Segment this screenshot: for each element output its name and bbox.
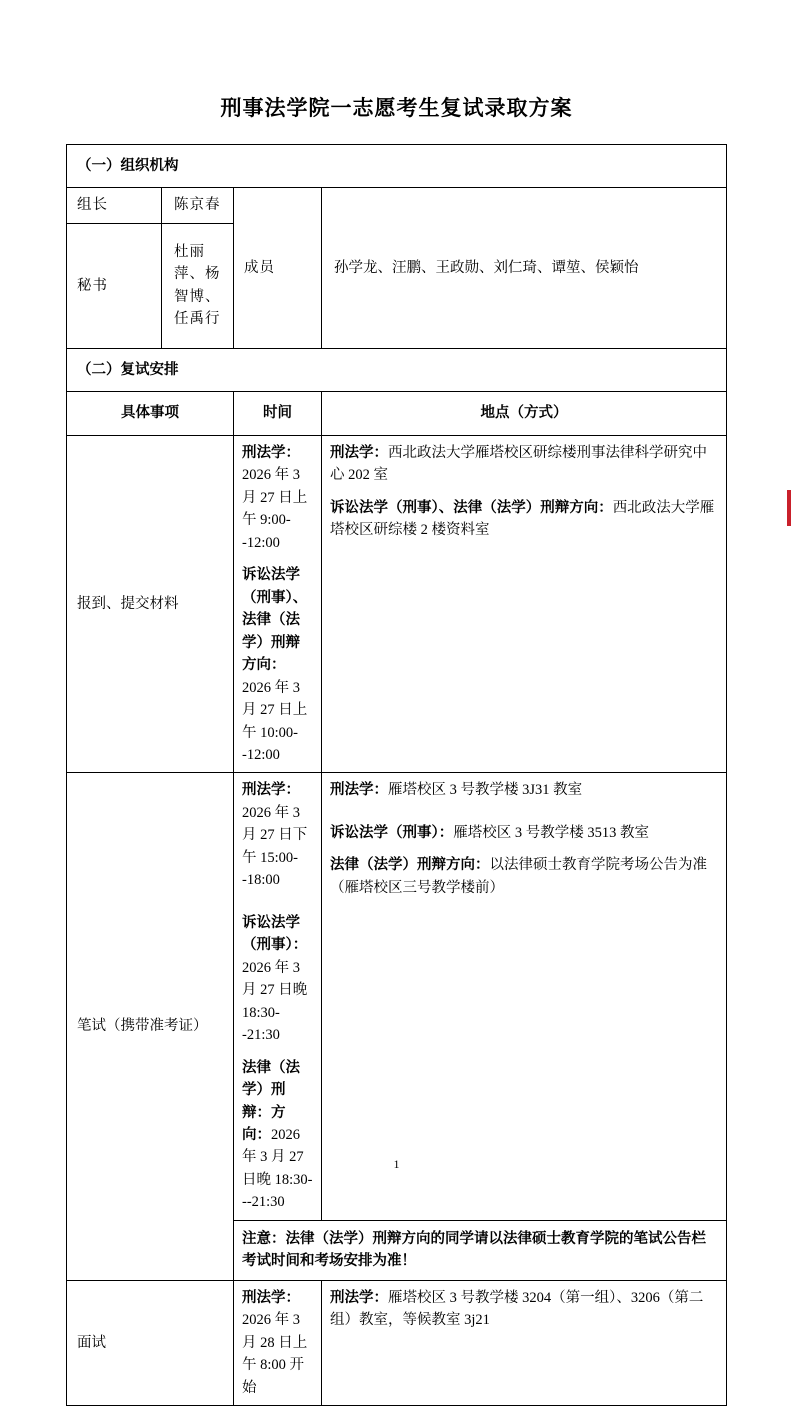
main-table — [66, 144, 727, 1406]
time-block-text: 2026 年 3 月 28 日上午 8:00 开始 — [242, 1312, 308, 1396]
schedule-item-2-place — [322, 1280, 727, 1405]
table-row — [67, 348, 727, 391]
time-block-text: 2026 年 3 月 27 日晚 18:30--21:30 — [242, 959, 308, 1044]
schedule-item-0-place — [322, 435, 727, 773]
time-block-label: 诉讼法学（刑事）、法律（法学）刑辩方向： — [242, 567, 308, 674]
place-block-text: 雁塔校区 3 号教学楼 3J31 教室 — [388, 782, 583, 799]
time-block-label: 法律（法学）刑辩：方向： — [242, 1059, 300, 1143]
schedule-item-1-place — [322, 773, 727, 1220]
place-block-label: 法律（法学）刑辩方向： — [330, 857, 490, 874]
schedule-item-1-time — [234, 773, 322, 1220]
time-block — [242, 442, 313, 554]
time-block-text: 2026 年 3 月 27 日晚 18:30---21:30 — [242, 1127, 313, 1211]
place-block-label: 诉讼法学（刑事）、法律（法学）刑辩方向： — [330, 499, 613, 516]
schedule-item-1-label: 笔试（携带准考证） — [67, 773, 234, 1280]
time-block-text: 2026 年 3 月 27 日上午 9:00--12:00 — [242, 467, 308, 551]
section-org-heading: （一）组织机构 — [67, 145, 727, 188]
section-schedule-heading: （二）复试安排 — [67, 348, 727, 391]
table-row — [67, 1280, 727, 1405]
place-block — [330, 854, 718, 899]
time-block-text: 2026 年 3 月 27 日下午 15:00--18:00 — [242, 804, 308, 889]
page-number: 1 — [393, 1157, 400, 1171]
page-title: 刑事法学院一志愿考生复试录取方案 — [220, 96, 573, 120]
time-block — [242, 1287, 313, 1399]
place-block-text: 雁塔校区 3 号教学楼 3204（第一组）、3206（第二组）教室，等候教室 3j21 — [330, 1289, 704, 1329]
time-block — [242, 564, 313, 766]
table-row — [67, 773, 727, 1220]
table-row — [67, 188, 727, 223]
place-block-text: 以法律硕士教育学院考场公告为准（雁塔校区三号教学楼前） — [330, 857, 707, 896]
time-block-label: 刑法学： — [242, 444, 300, 461]
schedule-item-2-time — [234, 1280, 322, 1405]
schedule-item-0-label: 报到、提交材料 — [67, 435, 234, 773]
table-row — [67, 145, 727, 188]
secretary-names: 杜丽萍、杨智博、任禹行 — [162, 223, 234, 348]
place-block-text: 西北政法大学雁塔校区研综楼刑事法律科学研究中心 202 室 — [330, 444, 707, 484]
place-block-label: 刑法学： — [330, 1289, 388, 1306]
time-block-label: 刑法学： — [242, 782, 300, 799]
column-header-time: 时间 — [234, 392, 322, 435]
time-block — [242, 779, 313, 891]
schedule-item-0-time — [234, 435, 322, 773]
schedule-item-1-notice: 注意：法律（法学）刑辩方向的同学请以法律硕士教育学院的笔试公告栏考试时间和考场安排为准！ — [234, 1220, 727, 1280]
time-block-label: 刑法学： — [242, 1289, 300, 1306]
place-block — [330, 1287, 718, 1332]
time-block — [242, 1057, 313, 1214]
page-edge-marker — [787, 490, 791, 526]
column-header-place: 地点（方式） — [322, 392, 727, 435]
members-names: 孙学龙、汪鹏、王政勋、刘仁琦、谭堃、侯颖怡 — [322, 188, 727, 348]
schedule-item-2-label: 面试 — [67, 1280, 234, 1405]
column-header-item: 具体事项 — [67, 392, 234, 435]
place-block-text: 西北政法大学雁塔校区研综楼 2 楼资料室 — [330, 499, 715, 539]
members-label: 成员 — [234, 188, 322, 348]
place-block — [330, 442, 718, 487]
leader-name: 陈京春 — [162, 188, 234, 223]
place-block — [330, 779, 718, 801]
table-row — [67, 392, 727, 435]
leader-label: 组长 — [67, 188, 162, 223]
place-block — [330, 497, 718, 542]
place-block-label: 诉讼法学（刑事）： — [330, 824, 454, 841]
place-block — [330, 822, 718, 844]
place-block-label: 刑法学： — [330, 444, 388, 461]
time-block-label: 诉讼法学（刑事）： — [242, 914, 308, 954]
place-block-label: 刑法学： — [330, 782, 388, 799]
document-page — [0, 92, 793, 1396]
place-block-text: 雁塔校区 3 号教学楼 3513 教室 — [453, 824, 649, 841]
spacer — [330, 812, 718, 822]
spacer — [242, 902, 313, 912]
table-row — [67, 435, 727, 773]
time-block-text: 2026 年 3 月 27 日上午 10:00--12:00 — [242, 679, 308, 763]
time-block — [242, 912, 313, 1047]
secretary-label: 秘书 — [67, 223, 162, 348]
